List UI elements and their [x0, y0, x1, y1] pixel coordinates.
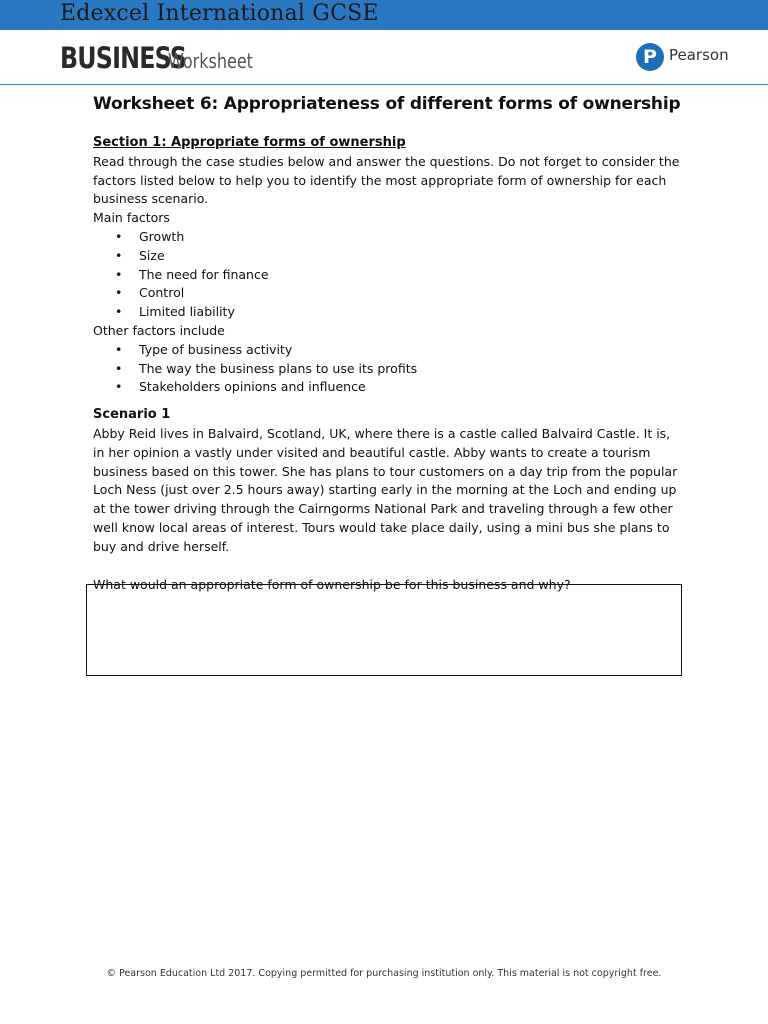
bullet-icon: •: [115, 266, 123, 282]
bullet-icon: •: [115, 247, 123, 263]
list-item-text: Control: [139, 285, 185, 301]
scenario-heading: Scenario 1: [93, 407, 171, 423]
list-item: [115, 247, 683, 266]
list-item-text: The need for finance: [139, 266, 269, 282]
question-text: What would an appropriate form of ownership be for this business and why?: [93, 576, 571, 592]
subject-label: BUSINESS: [60, 41, 187, 75]
subject-header: [0, 30, 768, 85]
list-item-text: Limited liability: [139, 304, 235, 320]
scenario-paragraph: Abby Reid lives in Balvaird, Scotland, UK, where there is a castle called Balvaird Castle. It is, in her opinion a vastly under visited and beautiful castle. Abby wants to create a tourism business based on this tower. She has plans to tour customers on a day trip from the popular Loch Ness (just over 2.5 hours away) starting early in the morning at the Loch and ending up at the tower driving through the Cairngorms National Park and traveling through a few other well know local areas of interest. Tours would take place daily, using a mini bus she plans to buy and drive herself.: [93, 425, 678, 554]
pearson-logo: [636, 43, 736, 75]
list-item: [115, 303, 683, 322]
bullet-icon: •: [115, 379, 123, 395]
list-item: [115, 228, 683, 247]
pearson-logo-icon: P: [636, 43, 664, 71]
pearson-logo-text: Pearson: [669, 46, 729, 64]
qualification-title: Edexcel International GCSE: [60, 1, 379, 26]
other-factors-list: [93, 341, 683, 397]
list-item: [115, 284, 683, 303]
copyright-footer: © Pearson Education Ltd 2017. Copying permitted for purchasing institution only. This material is not copyright free.: [106, 968, 662, 979]
bullet-icon: •: [115, 228, 123, 244]
list-item: [115, 341, 683, 360]
list-item: [115, 360, 683, 379]
other-factors-label: Other factors include: [93, 322, 225, 338]
answer-box[interactable]: [86, 584, 682, 676]
bullet-icon: •: [115, 360, 123, 376]
bullet-icon: •: [115, 304, 123, 320]
main-factors-label: Main factors: [93, 210, 170, 226]
main-factors-list: [93, 228, 683, 322]
list-item-text: Stakeholders opinions and influence: [139, 379, 366, 395]
section-heading: Section 1: Appropriate forms of ownership: [93, 135, 406, 150]
list-item: [115, 266, 683, 285]
list-item: [115, 378, 683, 397]
intro-paragraph: Read through the case studies below and answer the questions. Do not forget to consider the factors listed below to help you to identify the most appropriate form of ownership for each business scenario.: [93, 153, 680, 207]
list-item-text: Growth: [139, 228, 185, 244]
brand-title: [60, 41, 274, 75]
list-item-text: Size: [139, 247, 165, 263]
header-banner: [0, 0, 768, 30]
list-item-text: Type of business activity: [139, 341, 293, 357]
worksheet-body: [93, 134, 683, 594]
bullet-icon: •: [115, 285, 123, 301]
bullet-icon: •: [115, 341, 123, 357]
list-item-text: The way the business plans to use its profits: [139, 360, 418, 376]
doc-type-label: Worksheet: [168, 49, 253, 73]
page-title: Worksheet 6: Appropriateness of different forms of ownership: [93, 94, 681, 114]
